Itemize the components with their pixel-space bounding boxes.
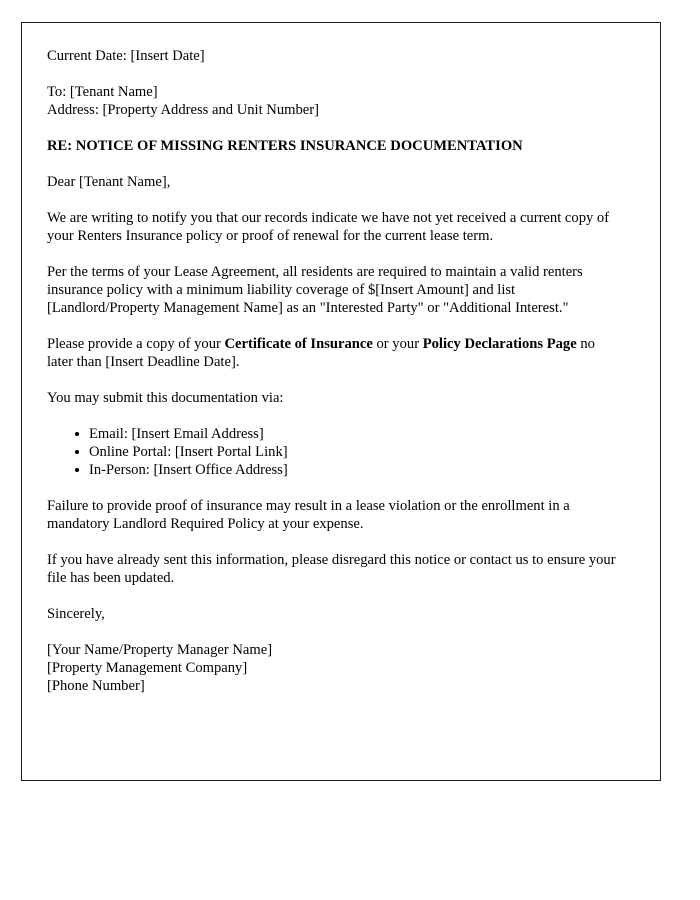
recipient-address-line: Address: [Property Address and Unit Number] xyxy=(47,102,319,118)
paragraph-records-notice: We are writing to notify you that our records indicate we have not yet received a current copy of your Renters Insurance policy or proof of renewal for the current lease term. xyxy=(47,210,610,244)
list-item xyxy=(75,425,624,443)
submission-methods-list xyxy=(47,425,624,479)
policy-declarations-page-emphasis: Policy Declarations Page xyxy=(422,336,577,352)
provide-copy-lead: Please provide a copy of your xyxy=(47,336,225,352)
bullet-disc-icon xyxy=(75,468,79,472)
bullet-disc-icon xyxy=(75,450,79,454)
current-date-line: Current Date: [Insert Date] xyxy=(47,48,205,64)
paragraph-provide-copy xyxy=(47,335,624,371)
document-page xyxy=(21,22,661,781)
provide-copy-middle: or your xyxy=(372,336,423,352)
certificate-of-insurance-emphasis: Certificate of Insurance xyxy=(224,336,373,352)
salutation-block xyxy=(47,173,624,191)
recipient-to-line: To: [Tenant Name] xyxy=(47,84,158,100)
recipient-block xyxy=(47,83,624,119)
subject-heading: RE: NOTICE OF MISSING RENTERS INSURANCE DOCUMENTATION xyxy=(47,138,523,154)
bullet-disc-icon xyxy=(75,432,79,436)
list-item xyxy=(75,443,624,461)
paragraph-lease-terms: Per the terms of your Lease Agreement, all residents are required to maintain a valid renters insurance policy with a minimum liability coverage of $[Insert Amount] and list [Landlord/Property Management Name] as an "Interested Party" or "Additional Interest." xyxy=(47,264,583,316)
letter-body xyxy=(47,47,624,695)
provide-copy-tail: no later than [Insert Deadline Date]. xyxy=(47,336,595,370)
submission-method-portal: Online Portal: [Insert Portal Link] xyxy=(89,444,288,460)
signature-company-line: [Property Management Company] xyxy=(47,660,248,676)
submission-method-in-person: In-Person: [Insert Office Address] xyxy=(89,462,288,478)
paragraph-already-sent: If you have already sent this information, please disregard this notice or contact us to ensure your file has been updated. xyxy=(47,552,616,586)
list-item xyxy=(75,461,624,479)
signature-name-line: [Your Name/Property Manager Name] xyxy=(47,642,273,658)
closing-block xyxy=(47,605,624,623)
paragraph-submission-intro: You may submit this documentation via: xyxy=(47,390,284,406)
signature-phone-line: [Phone Number] xyxy=(47,678,145,694)
submission-method-email: Email: [Insert Email Address] xyxy=(89,426,264,442)
date-line-block xyxy=(47,47,624,65)
closing-line: Sincerely, xyxy=(47,606,105,622)
signature-block xyxy=(47,641,624,695)
paragraph-failure-consequences: Failure to provide proof of insurance may result in a lease violation or the enrollment in a mandatory Landlord Required Policy at your expense. xyxy=(47,498,570,532)
salutation-line: Dear [Tenant Name], xyxy=(47,174,171,190)
